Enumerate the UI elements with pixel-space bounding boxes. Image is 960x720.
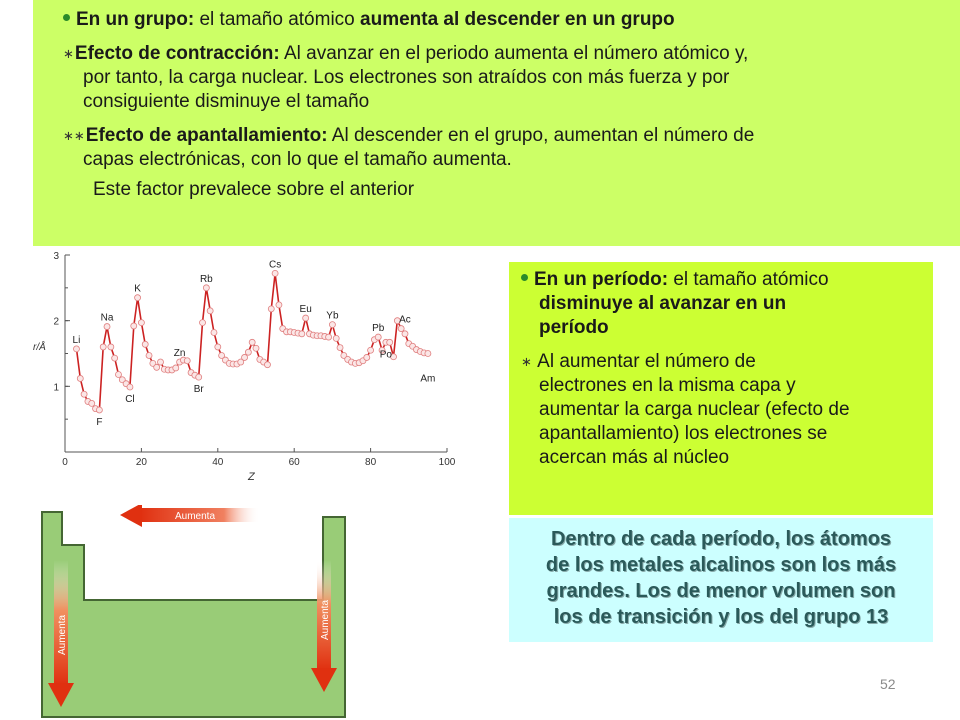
group-trend-emphasis: aumenta al descender en un grupo: [360, 9, 675, 30]
data-point: [196, 374, 202, 380]
data-point: [249, 339, 255, 345]
data-point: [368, 347, 374, 353]
x-tick-label: 80: [365, 457, 377, 468]
data-point: [77, 375, 83, 381]
data-point: [398, 326, 404, 332]
contraction-line-2: por tanto, la carga nuclear. Los electrones son atraídos con más fuerza y por: [83, 67, 730, 89]
contraction-line-3: consiguiente disminuye el tamaño: [83, 91, 370, 113]
data-point: [364, 354, 370, 360]
element-label: Li: [72, 334, 81, 346]
data-point: [242, 354, 248, 360]
shielding-line-1: Al descender en el grupo, aumentan el número de: [327, 125, 755, 147]
electron-line-1: Al aumentar el número de: [537, 351, 756, 373]
data-point: [329, 322, 335, 328]
period-trend-emphasis-1: disminuye al avanzar en un: [539, 293, 787, 314]
prevails-note: Este factor prevalece sobre el anterior: [93, 179, 415, 201]
period-trend-paragraph: [521, 268, 933, 340]
x-tick-label: 60: [288, 457, 300, 468]
double-asterisk-icon: ∗∗: [63, 128, 85, 144]
data-point: [207, 308, 213, 314]
data-point: [299, 331, 305, 337]
data-point: [425, 351, 431, 357]
data-point: [100, 344, 106, 350]
period-trend-emphasis-2: período: [539, 317, 609, 338]
electron-line-2: electrones en la misma capa y: [539, 375, 796, 397]
data-point: [104, 324, 110, 330]
data-point: [375, 334, 381, 340]
data-point: [142, 341, 148, 347]
shielding-paragraph: [63, 124, 960, 172]
summary-line-2: de los metales alcalinos son los más: [545, 554, 897, 576]
data-point: [127, 384, 133, 390]
bullet-icon: [63, 14, 70, 21]
element-label: K: [134, 283, 141, 295]
data-point: [112, 355, 118, 361]
data-point: [276, 302, 282, 308]
element-label: Yb: [326, 310, 339, 322]
data-point: [96, 407, 102, 413]
element-label: Eu: [299, 304, 312, 316]
data-point: [272, 270, 278, 276]
periodic-table-diagram: [40, 505, 360, 720]
asterisk-icon: ∗: [63, 46, 74, 61]
electron-line-5: acercan más al núcleo: [539, 447, 730, 469]
data-point: [215, 344, 221, 350]
electron-line-3: aumentar la carga nuclear (efecto de: [539, 399, 850, 421]
page-number: 52: [880, 676, 896, 692]
summary-box: [509, 518, 933, 642]
element-label: Pb: [372, 323, 385, 335]
y-axis-label: r/Å: [33, 342, 46, 354]
electron-line-4: apantallamiento) los electrones se: [539, 423, 828, 445]
data-point: [402, 331, 408, 337]
element-label: Br: [193, 384, 204, 396]
contraction-paragraph: [63, 42, 960, 114]
data-point: [253, 345, 259, 351]
data-point: [203, 285, 209, 291]
x-tick-label: 100: [438, 457, 456, 468]
element-label: Zn: [173, 348, 186, 360]
asterisk-icon: ∗: [521, 354, 532, 369]
data-point: [131, 323, 137, 329]
data-point: [387, 339, 393, 345]
element-label: Rb: [199, 273, 213, 285]
shielding-label: Efecto de apantallamiento:: [85, 125, 328, 147]
summary-line-4: los de transición y los del grupo 13: [553, 606, 889, 628]
element-label: Na: [100, 312, 114, 324]
top-text-box: [33, 0, 960, 246]
y-tick-label: 3: [53, 251, 59, 262]
y-tick-label: 2: [53, 316, 59, 328]
data-point: [326, 334, 332, 340]
data-point: [81, 391, 87, 397]
data-point: [158, 359, 164, 365]
contraction-line-1: Al avanzar en el periodo aumenta el número atómico y,: [279, 43, 749, 65]
data-point: [173, 365, 179, 371]
element-label: Po: [379, 349, 392, 361]
data-point: [245, 349, 251, 355]
x-tick-label: 40: [212, 457, 224, 468]
element-label: Ac: [399, 314, 411, 326]
data-point: [89, 400, 95, 406]
chart-axes: [33, 251, 456, 483]
data-point: [135, 295, 141, 301]
element-label: Cl: [125, 393, 135, 405]
chart-points: [73, 270, 430, 413]
group-trend-paragraph: [63, 8, 960, 32]
period-trend-text: el tamaño atómico: [668, 269, 829, 290]
atomic-radius-chart: [25, 246, 465, 486]
summary-line-3: grandes. Los de menor volumen son: [546, 580, 896, 602]
y-tick-label: 1: [53, 382, 59, 394]
contraction-label: Efecto de contracción:: [74, 43, 280, 65]
data-point: [115, 372, 121, 378]
data-point: [138, 320, 144, 326]
data-point: [268, 306, 274, 312]
data-point: [337, 345, 343, 351]
bullet-icon: [521, 274, 528, 281]
element-label: Cs: [268, 259, 282, 271]
arrow-right-label: Aumenta: [320, 599, 331, 640]
arrow-left-label: Aumenta: [57, 614, 68, 655]
x-axis-label: Z: [248, 471, 255, 483]
data-point: [108, 344, 114, 350]
data-point: [211, 329, 217, 335]
data-point: [303, 315, 309, 321]
group-trend-text: el tamaño atómico: [194, 9, 361, 30]
element-label: F: [96, 416, 103, 428]
x-tick-label: 0: [62, 457, 68, 468]
group-trend-label: En un grupo:: [76, 9, 195, 30]
shielding-line-2: capas electrónicas, con lo que el tamaño aumenta.: [83, 149, 512, 171]
data-point: [154, 364, 160, 370]
data-point: [73, 346, 79, 352]
data-point: [264, 362, 270, 368]
data-point: [333, 335, 339, 341]
x-tick-label: 20: [135, 457, 147, 468]
data-point: [146, 352, 152, 358]
arrow-top-label: Aumenta: [175, 511, 216, 522]
element-label: Am: [420, 373, 436, 385]
periodic-table-shape: [42, 512, 345, 717]
period-trend-label: En un período:: [534, 269, 669, 290]
summary-line-1: Dentro de cada período, los átomos: [550, 528, 892, 550]
data-point: [200, 320, 206, 326]
electron-paragraph: [521, 350, 933, 470]
period-text-box: [509, 262, 933, 515]
